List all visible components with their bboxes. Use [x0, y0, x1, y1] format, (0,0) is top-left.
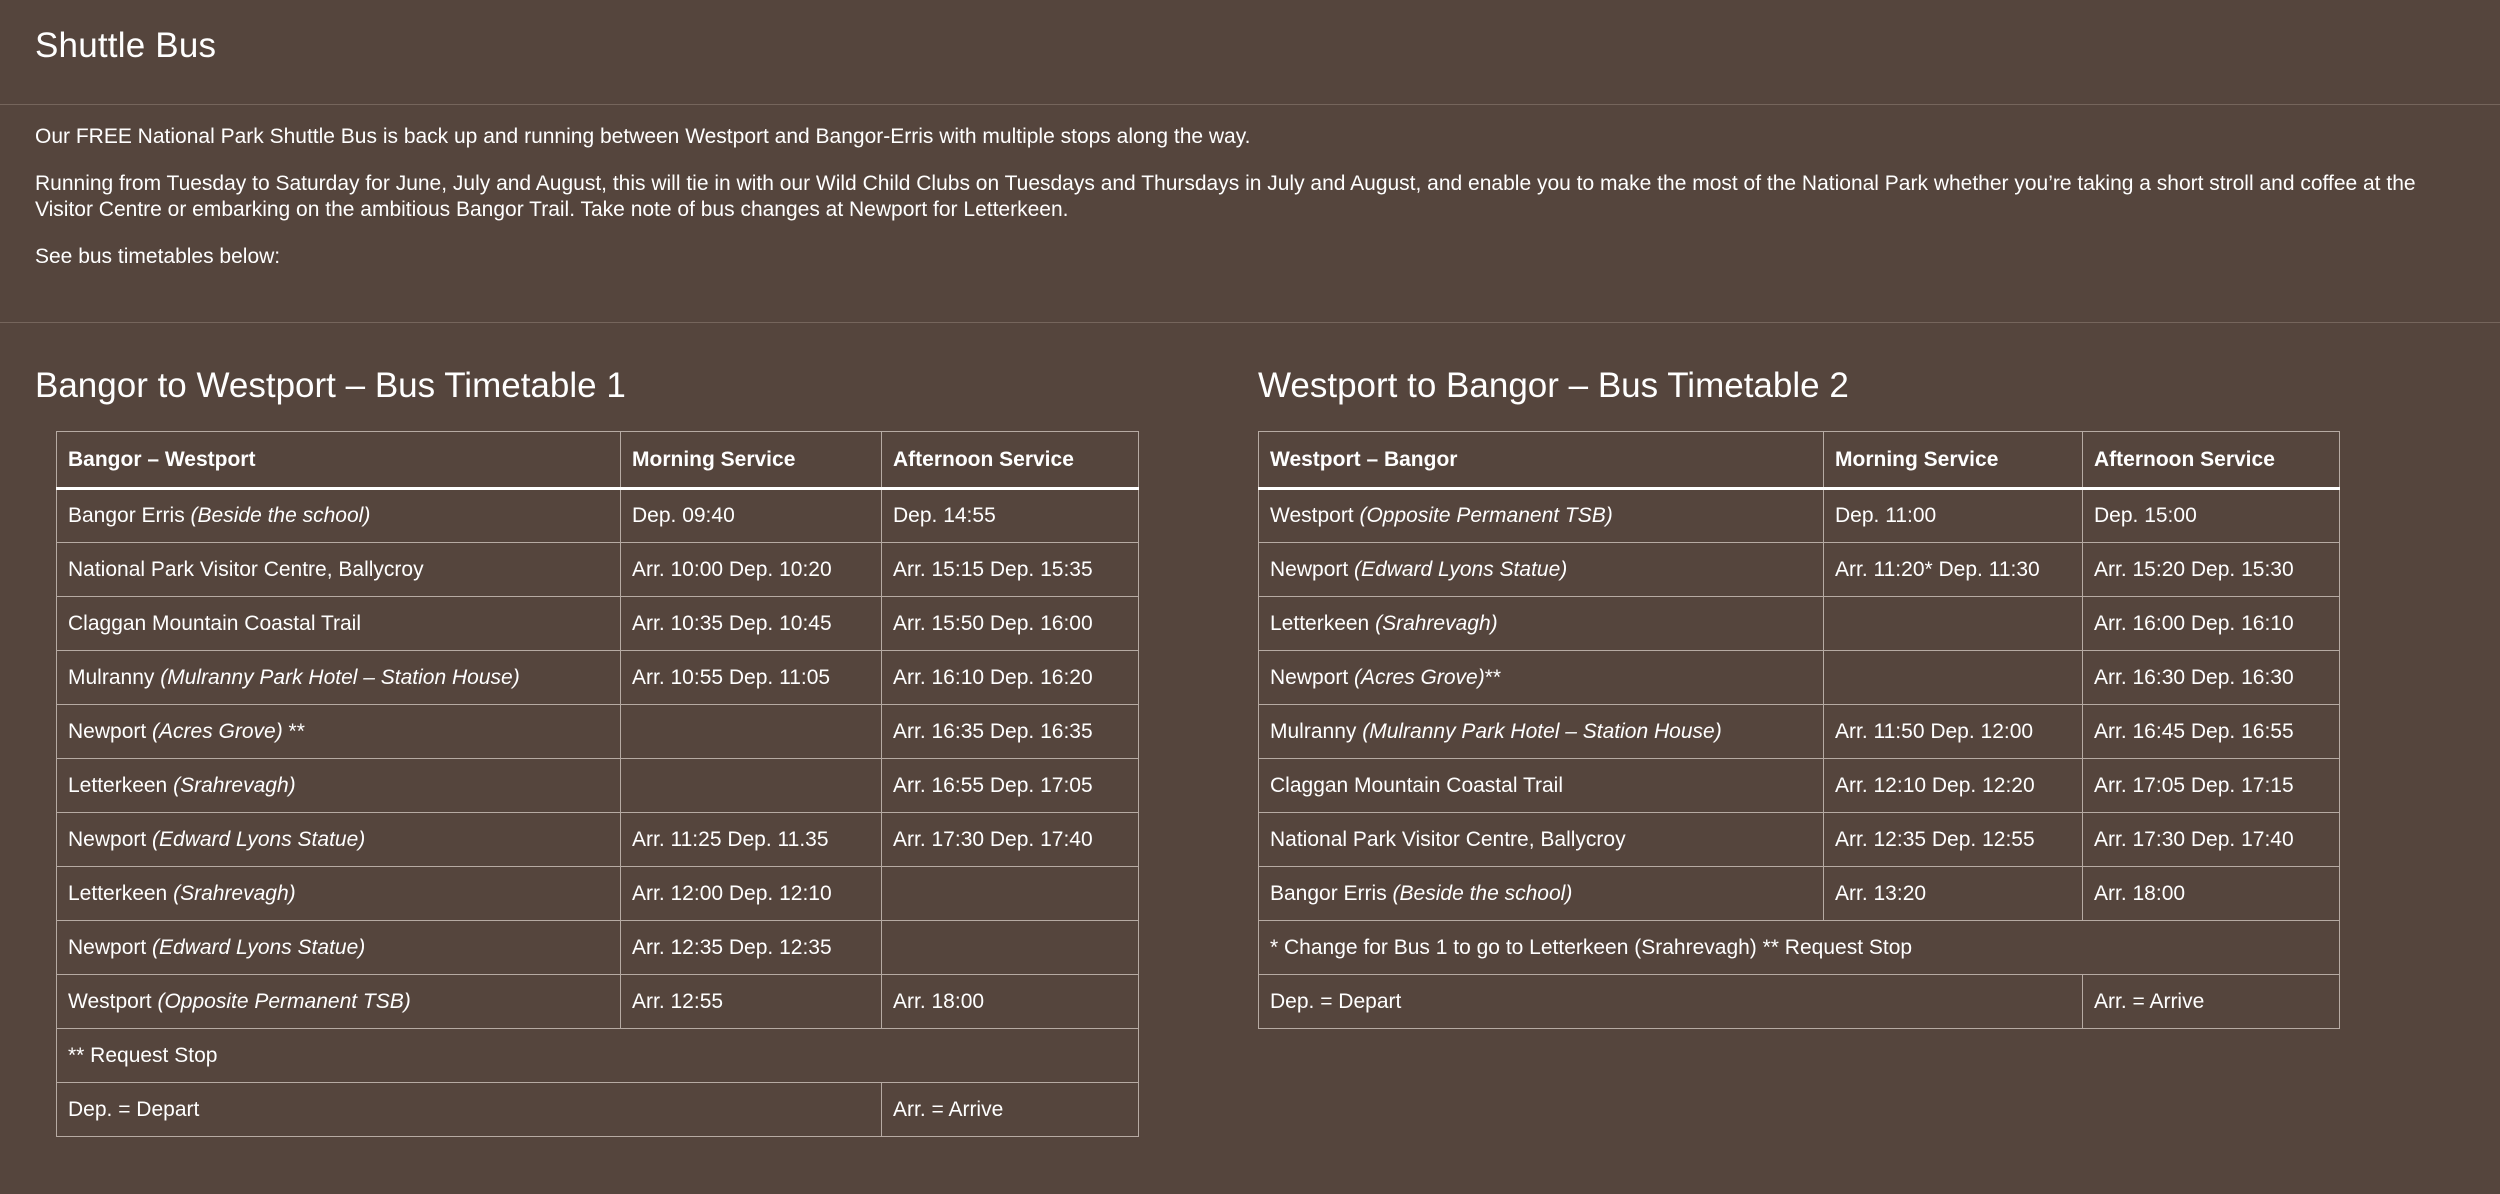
stop-cell — [1259, 543, 1824, 597]
table-row — [57, 489, 1139, 543]
stop-cell — [1259, 867, 1824, 921]
stop-location-note: (Beside the school) — [190, 504, 371, 527]
stop-cell — [57, 705, 621, 759]
stop-location-note: (Beside the school) — [1392, 881, 1573, 905]
stop-cell — [1259, 813, 1824, 867]
morning-time — [1824, 597, 2083, 651]
column-header: Afternoon Service — [882, 432, 1139, 489]
stop-location-note: (Edward Lyons Statue) — [152, 827, 366, 851]
footnote: * Change for Bus 1 to go to Letterkeen (Srahrevagh) ** Request Stop — [1259, 921, 2340, 975]
stop-cell — [57, 489, 621, 543]
legend-row — [1259, 975, 2340, 1029]
afternoon-time: Arr. 15:20 Dep. 15:30 — [2083, 543, 2340, 597]
table-row — [1259, 489, 2340, 543]
stop-cell — [57, 651, 621, 705]
column-header: Morning Service — [1824, 432, 2083, 489]
afternoon-time: Arr. 16:30 Dep. 16:30 — [2083, 651, 2340, 705]
stop-name: National Park Visitor Centre, Ballycroy — [1270, 827, 1626, 851]
stop-cell — [57, 867, 621, 921]
stop-name: Newport — [68, 935, 153, 959]
stop-location-note: (Mulranny Park Hotel – Station House) — [160, 665, 520, 689]
morning-time: Arr. 11:50 Dep. 12:00 — [1824, 705, 2083, 759]
stop-name: Newport — [1270, 557, 1355, 581]
afternoon-time: Arr. 16:45 Dep. 16:55 — [2083, 705, 2340, 759]
timetable2-body — [1259, 489, 2340, 921]
table-row — [57, 975, 1139, 1029]
stop-name: Claggan Mountain Coastal Trail — [1270, 773, 1563, 797]
afternoon-time: Arr. 18:00 — [882, 975, 1139, 1029]
stop-location-note: (Srahrevagh) — [173, 773, 296, 797]
column-header: Westport – Bangor — [1259, 432, 1824, 489]
morning-time: Arr. 11:25 Dep. 11.35 — [621, 813, 882, 867]
stop-name: Mulranny — [1270, 719, 1363, 743]
morning-time — [621, 705, 882, 759]
morning-time: Arr. 12:55 — [621, 975, 882, 1029]
afternoon-time: Arr. 17:30 Dep. 17:40 — [2083, 813, 2340, 867]
afternoon-time: Arr. 17:05 Dep. 17:15 — [2083, 759, 2340, 813]
legend-depart: Dep. = Depart — [1259, 975, 2083, 1029]
afternoon-time — [882, 867, 1139, 921]
intro-paragraph: Running from Tuesday to Saturday for June, July and August, this will tie in with our Wild Child Clubs on Tuesdays and Thursdays in July and August, and enable you to make the most of the National Park whether you’re taking a short stroll and coffee at the Visitor Centre or embarking on the ambitious Bangor Trail. Take note of bus changes at Newport for Letterkeen. — [35, 172, 2416, 221]
intro-paragraph: Our FREE National Park Shuttle Bus is back up and running between Westport and Bangor-Erris with multiple stops along the way. — [35, 125, 1251, 148]
page-title: Shuttle Bus — [35, 26, 217, 65]
stop-location-note: (Opposite Permanent TSB) — [1359, 504, 1613, 527]
intro-paragraph: See bus timetables below: — [35, 245, 281, 268]
afternoon-time: Arr. 16:10 Dep. 16:20 — [882, 651, 1139, 705]
table-row — [1259, 867, 2340, 921]
stop-cell — [57, 597, 621, 651]
footnote-row — [57, 1029, 1139, 1083]
request-stop-marker: ** — [282, 719, 305, 743]
stop-name: Claggan Mountain Coastal Trail — [68, 611, 361, 635]
divider — [0, 104, 2500, 105]
legend-arrive: Arr. = Arrive — [2083, 975, 2340, 1029]
table-row — [57, 921, 1139, 975]
table-row — [1259, 543, 2340, 597]
morning-time: Arr. 10:55 Dep. 11:05 — [621, 651, 882, 705]
stop-name: Newport — [68, 827, 153, 851]
stop-location-note: (Srahrevagh) — [1375, 611, 1498, 635]
stop-location-note: (Opposite Permanent TSB) — [157, 989, 411, 1013]
morning-time — [1824, 651, 2083, 705]
table-row — [57, 597, 1139, 651]
stop-name: Newport — [68, 719, 153, 743]
timetable1-body — [57, 489, 1139, 1029]
morning-time: Arr. 12:35 Dep. 12:55 — [1824, 813, 2083, 867]
stop-cell — [57, 813, 621, 867]
stop-cell — [1259, 759, 1824, 813]
legend-arrive: Arr. = Arrive — [882, 1083, 1139, 1137]
morning-time: Arr. 12:35 Dep. 12:35 — [621, 921, 882, 975]
morning-time: Dep. 09:40 — [621, 489, 882, 543]
stop-name: Letterkeen — [68, 773, 174, 797]
legend-depart: Dep. = Depart — [57, 1083, 882, 1137]
afternoon-time: Arr. 17:30 Dep. 17:40 — [882, 813, 1139, 867]
footnote: ** Request Stop — [57, 1029, 1139, 1083]
stop-name: Letterkeen — [1270, 611, 1376, 635]
table-row — [1259, 597, 2340, 651]
morning-time: Arr. 10:35 Dep. 10:45 — [621, 597, 882, 651]
stop-cell — [57, 921, 621, 975]
afternoon-time: Arr. 16:00 Dep. 16:10 — [2083, 597, 2340, 651]
stop-location-note: (Edward Lyons Statue) — [1354, 557, 1568, 581]
morning-time: Dep. 11:00 — [1824, 489, 2083, 543]
afternoon-time: Arr. 18:00 — [2083, 867, 2340, 921]
stop-name: Westport — [68, 989, 158, 1013]
stop-location-note: (Mulranny Park Hotel – Station House) — [1362, 719, 1722, 743]
stop-name: Bangor Erris — [68, 504, 191, 527]
morning-time — [621, 759, 882, 813]
timetable2-title: Westport to Bangor – Bus Timetable 2 — [1258, 366, 1849, 405]
stop-name: Mulranny — [68, 665, 161, 689]
table-header-row — [57, 432, 1139, 489]
table-row — [1259, 813, 2340, 867]
stop-name: Westport — [1270, 504, 1360, 527]
timetable1-title: Bangor to Westport – Bus Timetable 1 — [35, 366, 626, 405]
morning-time: Arr. 11:20* Dep. 11:30 — [1824, 543, 2083, 597]
table-row — [57, 813, 1139, 867]
legend-row — [57, 1083, 1139, 1137]
afternoon-time: Arr. 15:50 Dep. 16:00 — [882, 597, 1139, 651]
stop-location-note: (Acres Grove) — [152, 719, 283, 743]
request-stop-marker: ** — [1484, 665, 1502, 689]
table-row — [57, 867, 1139, 921]
timetable1-table — [56, 431, 1139, 1137]
stop-cell — [57, 975, 621, 1029]
table-row — [57, 651, 1139, 705]
timetable2-table — [1258, 431, 2340, 1029]
stop-cell — [1259, 705, 1824, 759]
afternoon-time: Dep. 15:00 — [2083, 489, 2340, 543]
table-header-row — [1259, 432, 2340, 489]
stop-name: Newport — [1270, 665, 1355, 689]
afternoon-time: Arr. 15:15 Dep. 15:35 — [882, 543, 1139, 597]
column-header: Morning Service — [621, 432, 882, 489]
stop-location-note: (Edward Lyons Statue) — [152, 935, 366, 959]
stop-cell — [57, 543, 621, 597]
afternoon-time — [882, 921, 1139, 975]
table-row — [1259, 759, 2340, 813]
column-header: Afternoon Service — [2083, 432, 2340, 489]
stop-location-note: (Acres Grove) — [1354, 665, 1485, 689]
morning-time: Arr. 10:00 Dep. 10:20 — [621, 543, 882, 597]
morning-time: Arr. 13:20 — [1824, 867, 2083, 921]
morning-time: Arr. 12:00 Dep. 12:10 — [621, 867, 882, 921]
morning-time: Arr. 12:10 Dep. 12:20 — [1824, 759, 2083, 813]
afternoon-time: Dep. 14:55 — [882, 489, 1139, 543]
stop-cell — [1259, 651, 1824, 705]
table-row — [1259, 651, 2340, 705]
divider — [0, 322, 2500, 323]
footnote-row — [1259, 921, 2340, 975]
table-row — [57, 705, 1139, 759]
stop-cell — [1259, 597, 1824, 651]
stop-cell — [57, 759, 621, 813]
table-row — [1259, 705, 2340, 759]
afternoon-time: Arr. 16:35 Dep. 16:35 — [882, 705, 1139, 759]
stop-name: Bangor Erris — [1270, 881, 1393, 905]
table-row — [57, 543, 1139, 597]
stop-name: National Park Visitor Centre, Ballycroy — [68, 557, 424, 581]
column-header: Bangor – Westport — [57, 432, 621, 489]
intro-text — [35, 124, 2465, 291]
stop-cell — [1259, 489, 1824, 543]
table-row — [57, 759, 1139, 813]
afternoon-time: Arr. 16:55 Dep. 17:05 — [882, 759, 1139, 813]
stop-name: Letterkeen — [68, 881, 174, 905]
stop-location-note: (Srahrevagh) — [173, 881, 296, 905]
